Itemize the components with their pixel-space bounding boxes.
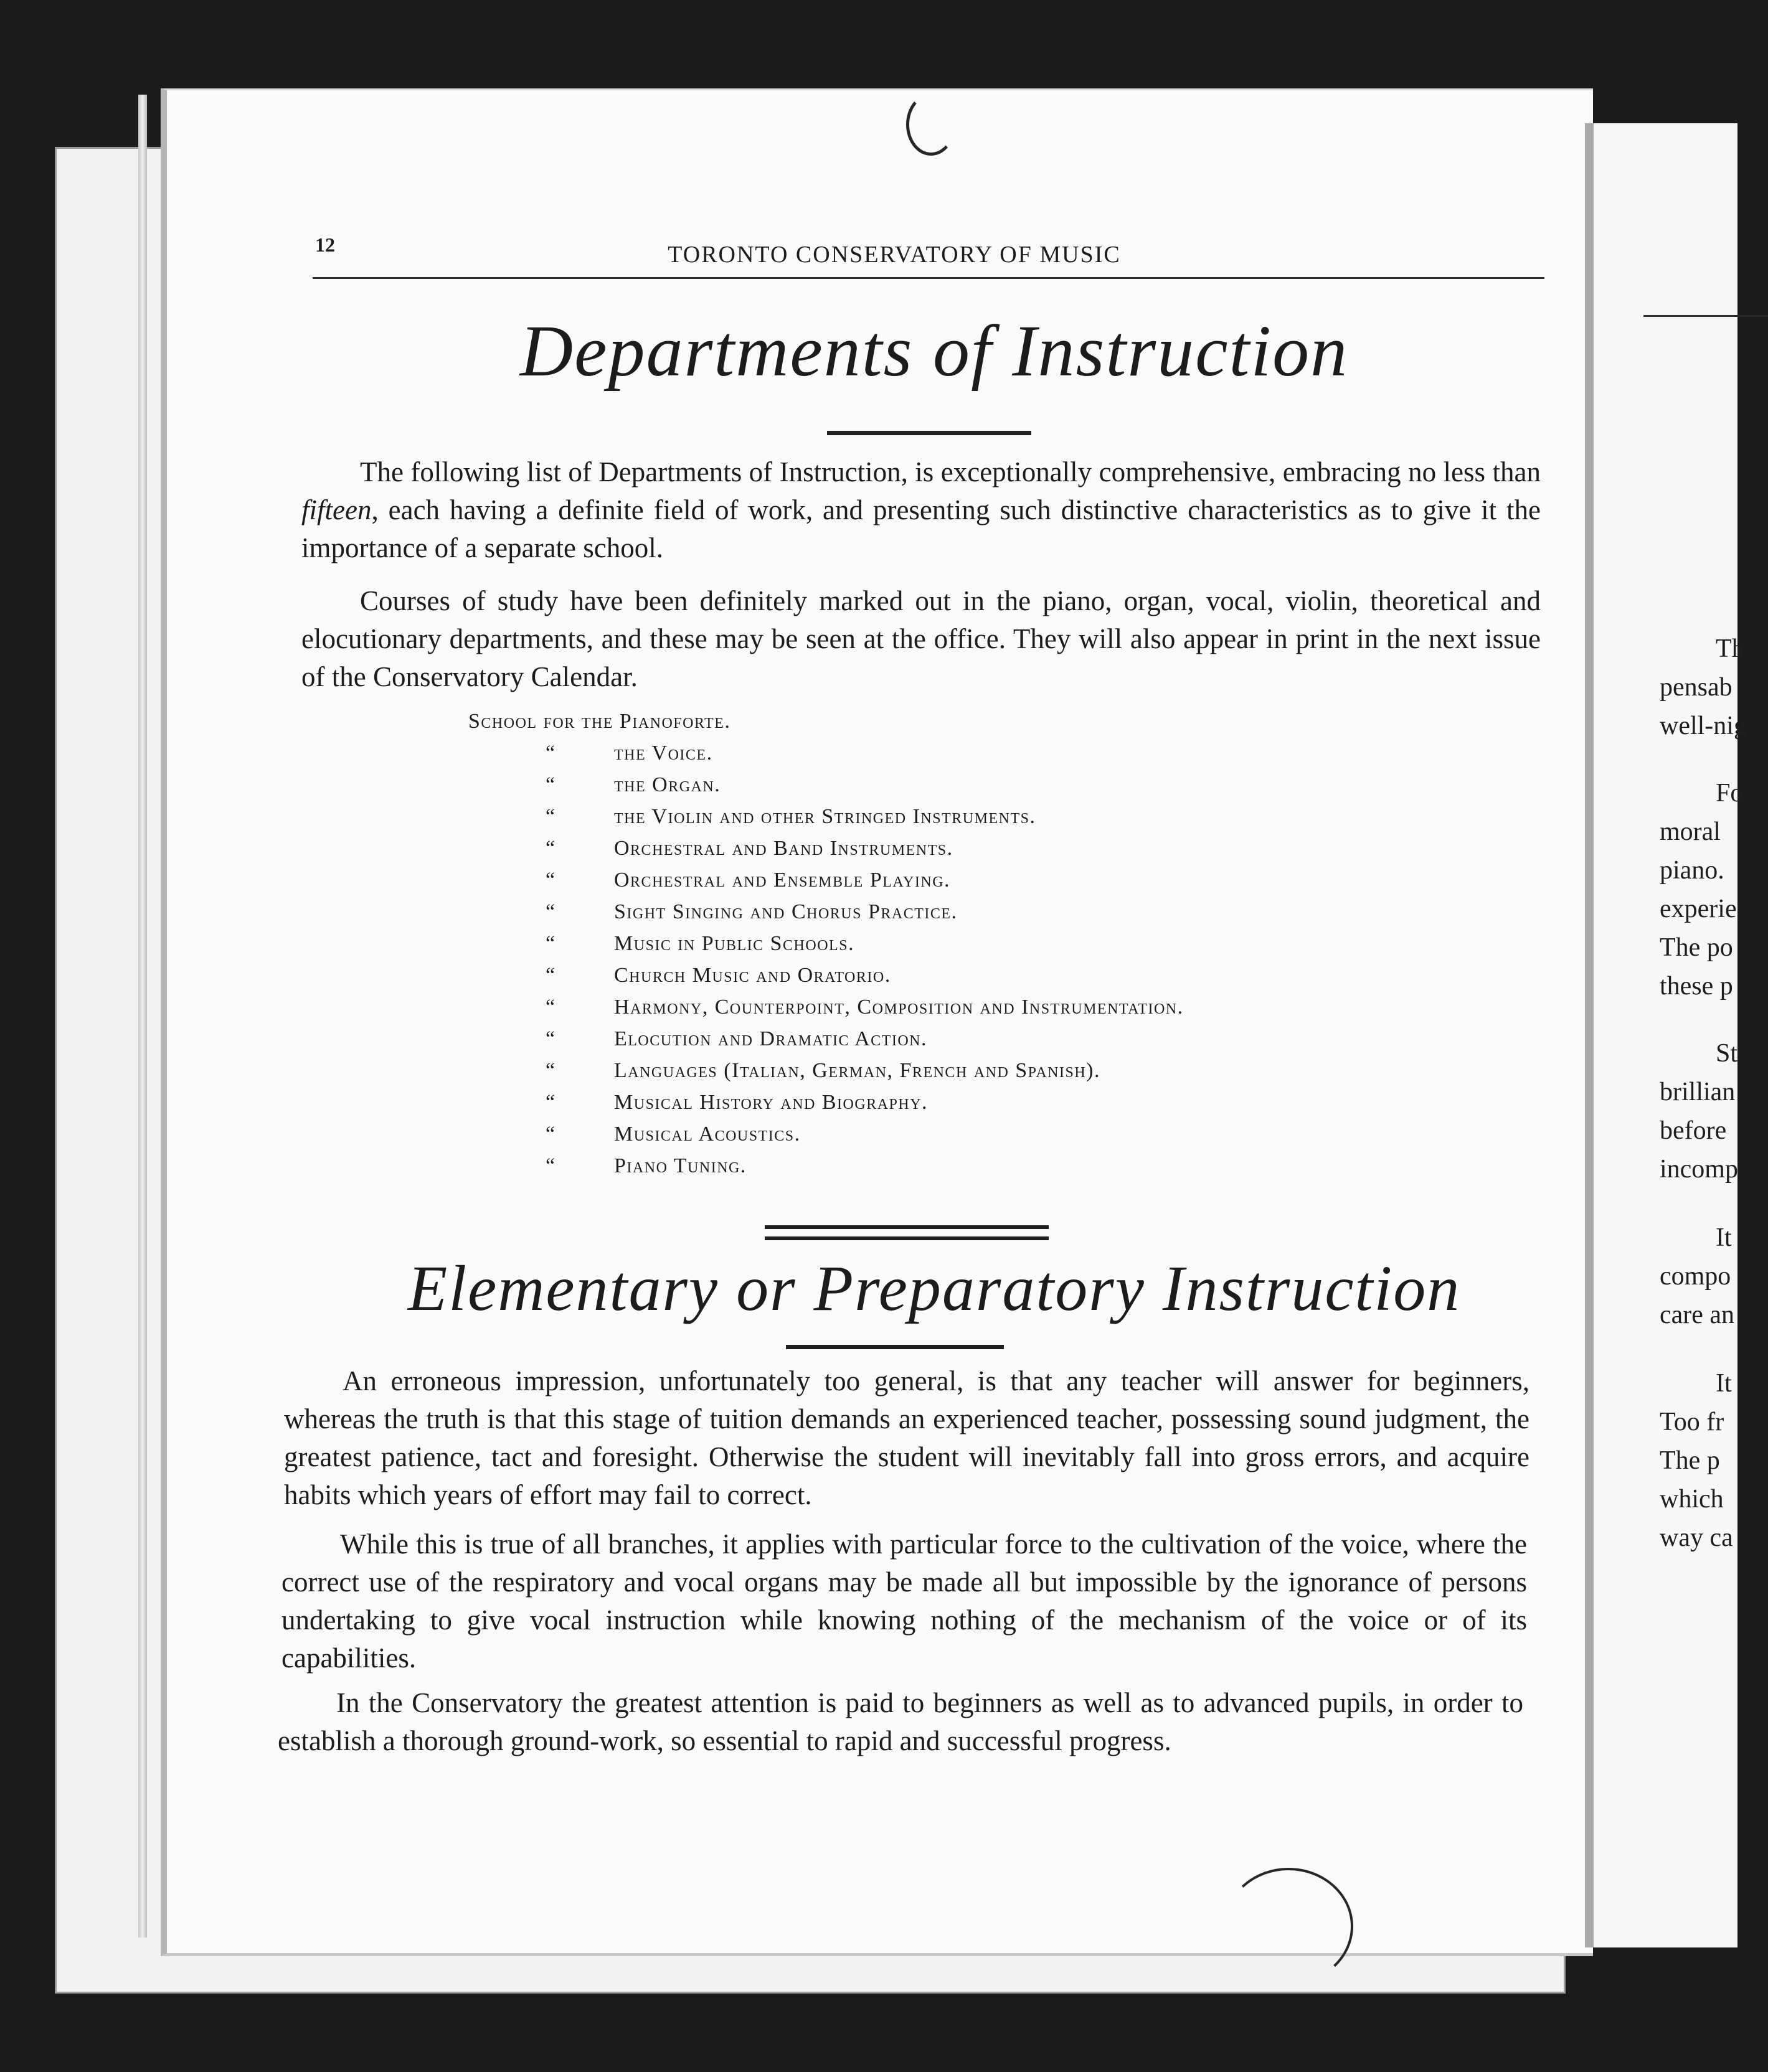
facing-line: which	[1660, 1485, 1724, 1514]
facing-line: incomp	[1660, 1155, 1738, 1184]
intro-paragraph	[301, 453, 1541, 567]
intro-text-before: The following list of Departments of Instruction, is exceptionally comprehensive, embracing no less than	[360, 456, 1541, 487]
ditto-mark: “	[546, 932, 556, 955]
list-item	[468, 900, 1440, 932]
section-divider	[765, 1225, 1049, 1229]
facing-line: Fo	[1716, 779, 1744, 808]
department-label: School for the Pianoforte.	[468, 710, 731, 733]
ditto-mark: “	[546, 964, 556, 987]
facing-line: St	[1716, 1039, 1738, 1068]
list-item	[468, 1027, 1440, 1059]
list-item	[468, 932, 1440, 964]
heading-underline	[827, 431, 1031, 435]
ditto-mark: “	[546, 773, 556, 796]
ditto-mark: “	[546, 805, 556, 828]
ditto-mark: “	[546, 1059, 556, 1082]
list-item	[468, 869, 1440, 900]
list-item	[468, 964, 1440, 996]
facing-page	[1585, 123, 1747, 1947]
section-heading-departments: Departments of Instruction	[519, 310, 1349, 392]
facing-line: pensab	[1660, 673, 1733, 702]
department-label: Musical History and Biography.	[614, 1091, 929, 1114]
facing-line: before	[1660, 1116, 1727, 1145]
department-label: Piano Tuning.	[614, 1154, 747, 1177]
facing-page-rule	[1643, 315, 1768, 317]
department-label: Languages (Italian, German, French and Spanish).	[614, 1059, 1100, 1082]
department-label: the Voice.	[614, 742, 713, 765]
facing-line: The po	[1660, 933, 1733, 962]
list-item	[468, 773, 1440, 805]
department-label: Church Music and Oratorio.	[614, 964, 891, 987]
ditto-mark: “	[546, 1027, 556, 1050]
facing-line: these p	[1660, 972, 1733, 1001]
ditto-mark: “	[546, 1123, 556, 1146]
departments-list	[468, 710, 1440, 1186]
facing-line: It	[1716, 1223, 1732, 1252]
facing-line: way ca	[1660, 1523, 1733, 1552]
list-item	[468, 710, 1440, 742]
facing-line: Th	[1716, 634, 1745, 663]
list-item	[468, 1059, 1440, 1091]
department-label: Elocution and Dramatic Action.	[614, 1027, 927, 1050]
ditto-mark: “	[546, 996, 556, 1019]
facing-line: well-nig	[1660, 712, 1747, 740]
department-label: Sight Singing and Chorus Practice.	[614, 900, 958, 923]
section-divider	[765, 1236, 1049, 1240]
running-header	[313, 233, 1544, 279]
facing-line: Too fr	[1660, 1408, 1724, 1436]
facing-line: brillian	[1660, 1078, 1736, 1106]
ink-mark	[906, 93, 956, 156]
department-label: the Violin and other Stringed Instruments.	[614, 805, 1036, 828]
running-title: TORONTO CONSERVATORY OF MUSIC	[668, 242, 1121, 268]
facing-line: experie	[1660, 895, 1737, 923]
ditto-mark: “	[546, 900, 556, 923]
department-label: Music in Public Schools.	[614, 932, 855, 955]
list-item	[468, 1091, 1440, 1123]
intro-text-after: , each having a definite field of work, and presenting such distinctive characteristics as to give it the importance of a separate school.	[301, 494, 1541, 563]
ditto-mark: “	[546, 742, 556, 765]
ditto-mark: “	[546, 1154, 556, 1177]
department-label: the Organ.	[614, 773, 721, 796]
ditto-mark: “	[546, 869, 556, 892]
facing-line: It	[1716, 1369, 1732, 1398]
facing-line: The p	[1660, 1446, 1720, 1475]
facing-line: moral	[1660, 817, 1721, 846]
list-item	[468, 742, 1440, 773]
courses-paragraph: Courses of study have been definitely marked out in the piano, organ, vocal, violin, theoretical and elocutionary departments, and these may be seen at the office. They will also appear in print in the next issue of the Conservatory Calendar.	[301, 585, 1541, 692]
facing-line: compo	[1660, 1262, 1731, 1291]
facing-line: piano.	[1660, 856, 1724, 885]
page-number: 12	[315, 233, 335, 256]
list-item	[468, 1123, 1440, 1154]
department-label: Orchestral and Ensemble Playing.	[614, 869, 951, 892]
list-item	[468, 996, 1440, 1027]
heading-underline	[786, 1345, 1004, 1349]
ditto-mark: “	[546, 1091, 556, 1114]
department-label: Harmony, Counterpoint, Composition and Instrumentation.	[614, 996, 1184, 1019]
list-item	[468, 837, 1440, 869]
section-heading-elementary: Elementary or Preparatory Instruction	[407, 1253, 1461, 1324]
department-label: Musical Acoustics.	[614, 1123, 801, 1146]
department-label: Orchestral and Band Instruments.	[614, 837, 953, 860]
body-paragraph: An erroneous impression, unfortunately too general, is that any teacher will answer for beginners, whereas the truth is that this stage of tuition demands an experienced teacher, possessing sound judgment, the greatest patience, tact and foresight. Otherwise the student will inevitably fall into gross errors, and acquire habits which years of effort may fail to correct.	[284, 1365, 1529, 1510]
intro-emphasis: fifteen	[301, 494, 372, 525]
list-item	[468, 805, 1440, 837]
scribble-mark	[1224, 1868, 1353, 1985]
body-paragraph: While this is true of all branches, it applies with particular force to the cultivation of the voice, where the correct use of the respiratory and vocal organs may be made all but impossible by the ignorance of persons undertaking to give vocal instruction while knowing nothing of the mechanism of the voice or of its capabilities.	[281, 1528, 1527, 1674]
facing-line: care an	[1660, 1301, 1735, 1329]
list-item	[468, 1154, 1440, 1186]
body-paragraph: In the Conservatory the greatest attention is paid to beginners as well as to advanced pupils, in order to establish a thorough ground-work, so essential to rapid and successful progress.	[278, 1687, 1523, 1756]
page-stack-edge	[138, 95, 147, 1938]
ditto-mark: “	[546, 837, 556, 860]
